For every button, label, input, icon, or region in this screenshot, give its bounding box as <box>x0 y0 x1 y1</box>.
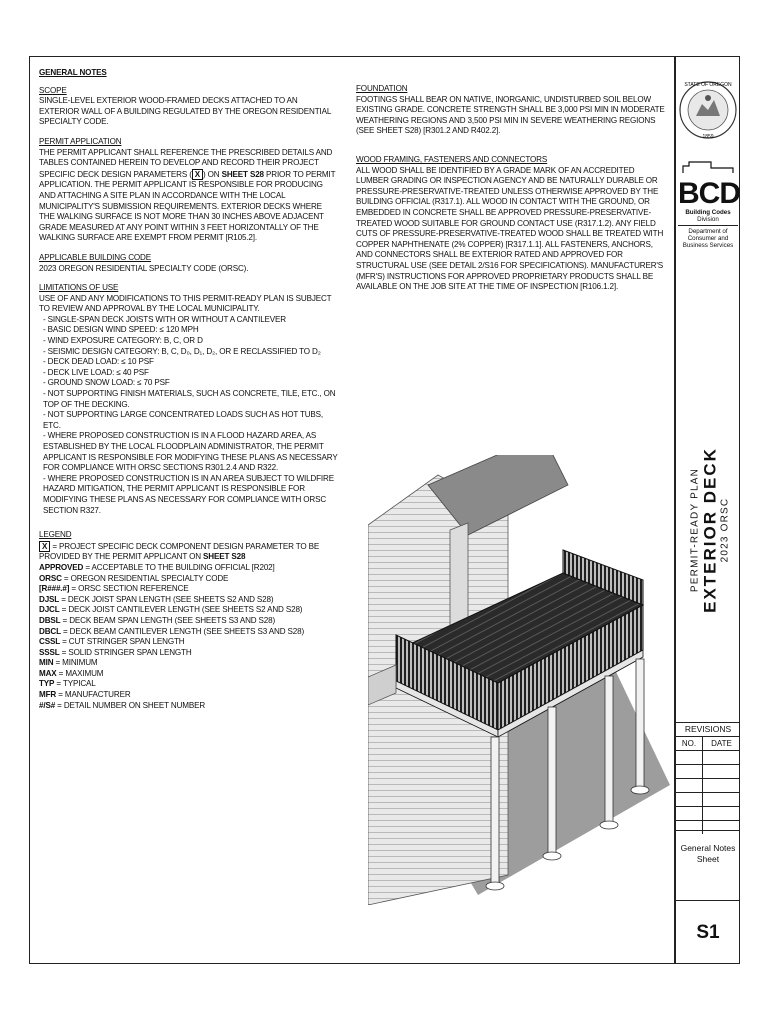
wood-heading: WOOD FRAMING, FASTENERS AND CONNECTORS <box>356 154 548 164</box>
agency-line2: Division <box>697 216 719 223</box>
sheet-number: S1 <box>676 900 740 965</box>
notes-left-column <box>39 68 339 711</box>
legend-definition: = MINIMUM <box>53 658 98 668</box>
legend-term: APPROVED <box>39 562 84 572</box>
permit-heading: PERMIT APPLICATION <box>39 136 122 146</box>
revision-row <box>676 793 740 807</box>
legend-definition: = DECK JOIST CANTILEVER LENGTH (SEE SHEETS S2 AND S28) <box>59 605 303 615</box>
legend-first <box>39 541 339 563</box>
limitation-item: - SINGLE-SPAN DECK JOISTS WITH OR WITHOUT A CANTILEVER <box>43 314 286 324</box>
limitation-item: - NOT SUPPORTING FINISH MATERIALS, SUCH AS CONCRETE, TILE, ETC., ON TOP OF THE DECKING. <box>43 389 336 409</box>
permit-text <box>39 148 339 244</box>
legend-section <box>39 530 339 711</box>
permit-text-c: PRIOR TO PERMIT APPLICATION. THE PERMIT APPLICANT IS RESPONSIBLE FOR PRODUCING AND ATTACHING A SITE PLAN IN ACCORDANCE WITH THE LOCAL MUNICIPALITY'S SUBMISSION REQUIREMENTS. EXTERIOR DECKS WHERE THE WALKING SURFACE IS NOT MORE THAN 30 INCHES ABOVE ADJACENT GRADE MEASURED AT ANY POINT WITHIN 3 FEET HORIZONTALLY OF THE WALKING SURFACE ARE EXEMPT FROM PERMIT [R105.2]. <box>39 169 336 243</box>
limitation-item: - WHERE PROPOSED CONSTRUCTION IS IN AN AREA SUBJECT TO WILDFIRE HAZARD MITIGATION, THE PERMIT APPLICANT IS RESPONSIBLE FOR MODIFYING THESE PLANS AS NECESSARY FOR COMPLIANCE WITH ORSC SECTION R327. <box>43 473 334 515</box>
revision-row <box>676 807 740 821</box>
legend-row <box>39 616 339 627</box>
legend-definition: = DECK BEAM SPAN LENGTH (SEE SHEETS S3 AND S28) <box>60 615 276 625</box>
legend-definition: = OREGON RESIDENTIAL SPECIALTY CODE <box>61 573 229 583</box>
plan-title: EXTERIOR DECK <box>700 447 720 613</box>
revision-row <box>676 779 740 793</box>
legend-definition: = MANUFACTURER <box>56 690 131 700</box>
department-name: Department of Consumer and Business Services <box>678 225 738 249</box>
limitations-heading: LIMITATIONS OF USE <box>39 283 119 293</box>
revision-row <box>676 765 740 779</box>
legend-row <box>39 563 339 574</box>
legend-row <box>39 627 339 638</box>
permit-sheet-ref: SHEET S28 <box>221 169 264 179</box>
agency-line1: Building Codes <box>685 209 731 216</box>
legend-definition: = SOLID STRINGER SPAN LENGTH <box>59 647 192 657</box>
legend-term: MIN <box>39 658 54 668</box>
wood-section <box>356 155 668 293</box>
plan-kind: PERMIT-READY PLAN <box>689 467 701 593</box>
agency-letters: BCD <box>678 177 740 210</box>
seal-year: 1859 <box>702 134 714 140</box>
wood-text: ALL WOOD SHALL BE IDENTIFIED BY A GRADE MARK OF AN ACCREDITED LUMBER GRADING OR INSPECTION AGENCY AND BE NATURALLY DURABLE OR PRESSURE-PRESERVATIVE-TREATED UNLESS OTHERWISE APPROVED BY THE BUILDING OFFICIAL (R317.1). ALL WOOD IN CONTACT WITH THE GROUND, OR EMBEDDED IN CONCRETE SHALL BE APPROVED PRESSURE-PRESERVATIVE-TREATED WOOD SUITABLE FOR GROUND CONTACT USE (R317.1.2). ANY FIELD CUTS OF PRESSURE-PRESERVATIVE-TREATED WOOD SHALL BE TREATED WITH COPPER NAPHTHENATE (2% COPPER) [R317.1.1]. ALL FASTENERS, ANCHORS, AND CONNECTORS SHALL BE EXTERIOR RATED AND APPROVED FOR STRUCTURAL USE (SEE DETAIL 2/S16 FOR SPECIFICATIONS). MANUFACTURER'S (MFR'S) INSTRUCTIONS FOR APPROVED PROPRIETARY PRODUCTS SHALL BE AVAILABLE ON THE JOB SITE AT THE TIME OF INSPECTION [R106.1.2]. <box>356 165 664 292</box>
legend-term: DJCL <box>39 605 60 615</box>
legend-list <box>39 563 339 711</box>
legend-row <box>39 669 339 680</box>
legend-row <box>39 648 339 659</box>
legend-term: MAX <box>39 668 57 678</box>
legend-row <box>39 658 339 669</box>
scope-section <box>39 86 339 128</box>
legend-row <box>39 637 339 648</box>
plan-title-block <box>680 380 740 680</box>
limitations-intro: USE OF AND ANY MODIFICATIONS TO THIS PERMIT-READY PLAN IS SUBJECT TO REVIEW AND APPROVAL BY THE LOCAL MUNICIPALITY. <box>39 293 332 314</box>
legend-row <box>39 701 339 712</box>
limitation-item: - DECK LIVE LOAD: ≤ 40 PSF <box>43 367 149 377</box>
legend-definition: = MAXIMUM <box>56 668 104 678</box>
parameter-box: X <box>192 169 203 180</box>
legend-term: DBCL <box>39 626 61 636</box>
code-heading: APPLICABLE BUILDING CODE <box>39 252 151 262</box>
legend-definition: = DECK BEAM CANTILEVER LENGTH (SEE SHEETS S3 AND S28) <box>60 626 304 636</box>
foundation-text: FOOTINGS SHALL BEAR ON NATIVE, INORGANIC, UNDISTURBED SOIL BELOW EXISTING GRADE. CONCRETE STRENGTH SHALL BE 3,000 PSI MIN IN MODERATE WEATHERING REGIONS AND 3,500 PSI MIN IN SEVERE WEATHERING REGIONS (SEE SHEET S28) [R301.2 AND R402.2]. <box>356 94 665 136</box>
agency-logo <box>678 160 738 280</box>
revisions-col-date: DATE <box>703 737 741 751</box>
revisions-table <box>676 722 740 834</box>
legend-box: X <box>39 541 50 552</box>
code-text: 2023 OREGON RESIDENTIAL SPECIALTY CODE (ORSC). <box>39 263 249 273</box>
revision-row <box>676 751 740 765</box>
legend-row <box>39 584 339 595</box>
legend-row <box>39 679 339 690</box>
scope-text: SINGLE-LEVEL EXTERIOR WOOD-FRAMED DECKS ATTACHED TO AN EXTERIOR WALL OF A BUILDING REGULATED BY THE OREGON RESIDENTIAL SPECIALTY CODE. <box>39 96 331 127</box>
legend-row <box>39 574 339 585</box>
legend-term: #/S# <box>39 700 56 710</box>
legend-term: [R###.#] <box>39 584 70 594</box>
limitation-item: - WHERE PROPOSED CONSTRUCTION IS IN A FLOOD HAZARD AREA, AS ESTABLISHED BY THE LOCAL FLOODPLAIN ADMINISTRATOR, THE PERMIT APPLICANT IS RESPONSIBLE FOR MODIFYING THESE PLANS AS NECESSARY FOR COMPLIANCE WITH ORSC SECTIONS R301.2.4 AND R322. <box>43 431 338 473</box>
limitation-item: - GROUND SNOW LOAD: ≤ 70 PSF <box>43 378 170 388</box>
permit-section <box>39 137 339 244</box>
legend-term: DBSL <box>39 615 61 625</box>
legend-sheet-ref: SHEET S28 <box>203 552 246 562</box>
plan-code: 2023 ORSC <box>719 497 731 563</box>
foundation-heading: FOUNDATION <box>356 84 408 93</box>
legend-term: CSSL <box>39 637 60 647</box>
scope-heading: SCOPE <box>39 85 67 95</box>
limitation-item: - DECK DEAD LOAD: ≤ 10 PSF <box>43 357 154 367</box>
permit-text-b: ) ON <box>203 169 222 179</box>
legend-term: DJSL <box>39 594 60 604</box>
legend-heading: LEGEND <box>39 530 72 540</box>
legend-definition: = DECK JOIST SPAN LENGTH (SEE SHEETS S2 AND S28) <box>59 594 274 604</box>
legend-term: TYP <box>39 679 55 689</box>
limitation-item: - BASIC DESIGN WIND SPEED: ≤ 120 MPH <box>43 325 199 335</box>
legend-row <box>39 690 339 701</box>
legend-first-text: = PROJECT SPECIFIC DECK COMPONENT DESIGN PARAMETER TO BE PROVIDED BY THE PERMIT APPLICANT ON <box>39 541 320 562</box>
limitation-item: - NOT SUPPORTING LARGE CONCENTRATED LOADS SUCH AS HOT TUBS, ETC. <box>43 410 324 430</box>
legend-term: ORSC <box>39 573 62 583</box>
limitations-section <box>39 283 339 516</box>
seal-text: STATE OF OREGON <box>684 82 732 88</box>
legend-definition: = TYPICAL <box>54 679 96 689</box>
legend-definition: = ACCEPTABLE TO THE BUILDING OFFICIAL [R202] <box>83 562 275 572</box>
limitation-item: - WIND EXPOSURE CATEGORY: B, C, OR D <box>43 336 203 346</box>
legend-row <box>39 605 339 616</box>
legend-definition: = ORSC SECTION REFERENCE <box>69 584 189 594</box>
limitation-item: - SEISMIC DESIGN CATEGORY: B, C, D₀, D₁, D₂, OR E RECLASSIFIED TO D₂ <box>43 346 321 356</box>
notes-right-column <box>356 84 668 302</box>
legend-definition: = DETAIL NUMBER ON SHEET NUMBER <box>55 700 206 710</box>
code-section <box>39 253 339 274</box>
legend-term: SSSL <box>39 647 60 657</box>
legend-definition: = CUT STRINGER SPAN LENGTH <box>60 637 185 647</box>
oregon-seal-icon <box>678 60 738 160</box>
foundation-section <box>356 84 668 137</box>
building-outline-icon <box>681 160 735 174</box>
legend-term: MFR <box>39 690 57 700</box>
permit-text-a: THE PERMIT APPLICANT SHALL REFERENCE THE PRESCRIBED DETAILS AND TABLES CONTAINED HEREIN TO DEVELOP AND RECORD THEIR PROJECT SPECIFIC DECK DESIGN PARAMETERS ( <box>39 147 333 179</box>
legend-row <box>39 595 339 606</box>
deck-illustration <box>368 455 670 905</box>
revisions-col-no: NO. <box>676 737 703 751</box>
notes-title: GENERAL NOTES <box>39 68 107 77</box>
door <box>450 523 468 627</box>
revisions-title: REVISIONS <box>676 722 740 736</box>
sheet-name: General Notes Sheet <box>676 830 740 890</box>
